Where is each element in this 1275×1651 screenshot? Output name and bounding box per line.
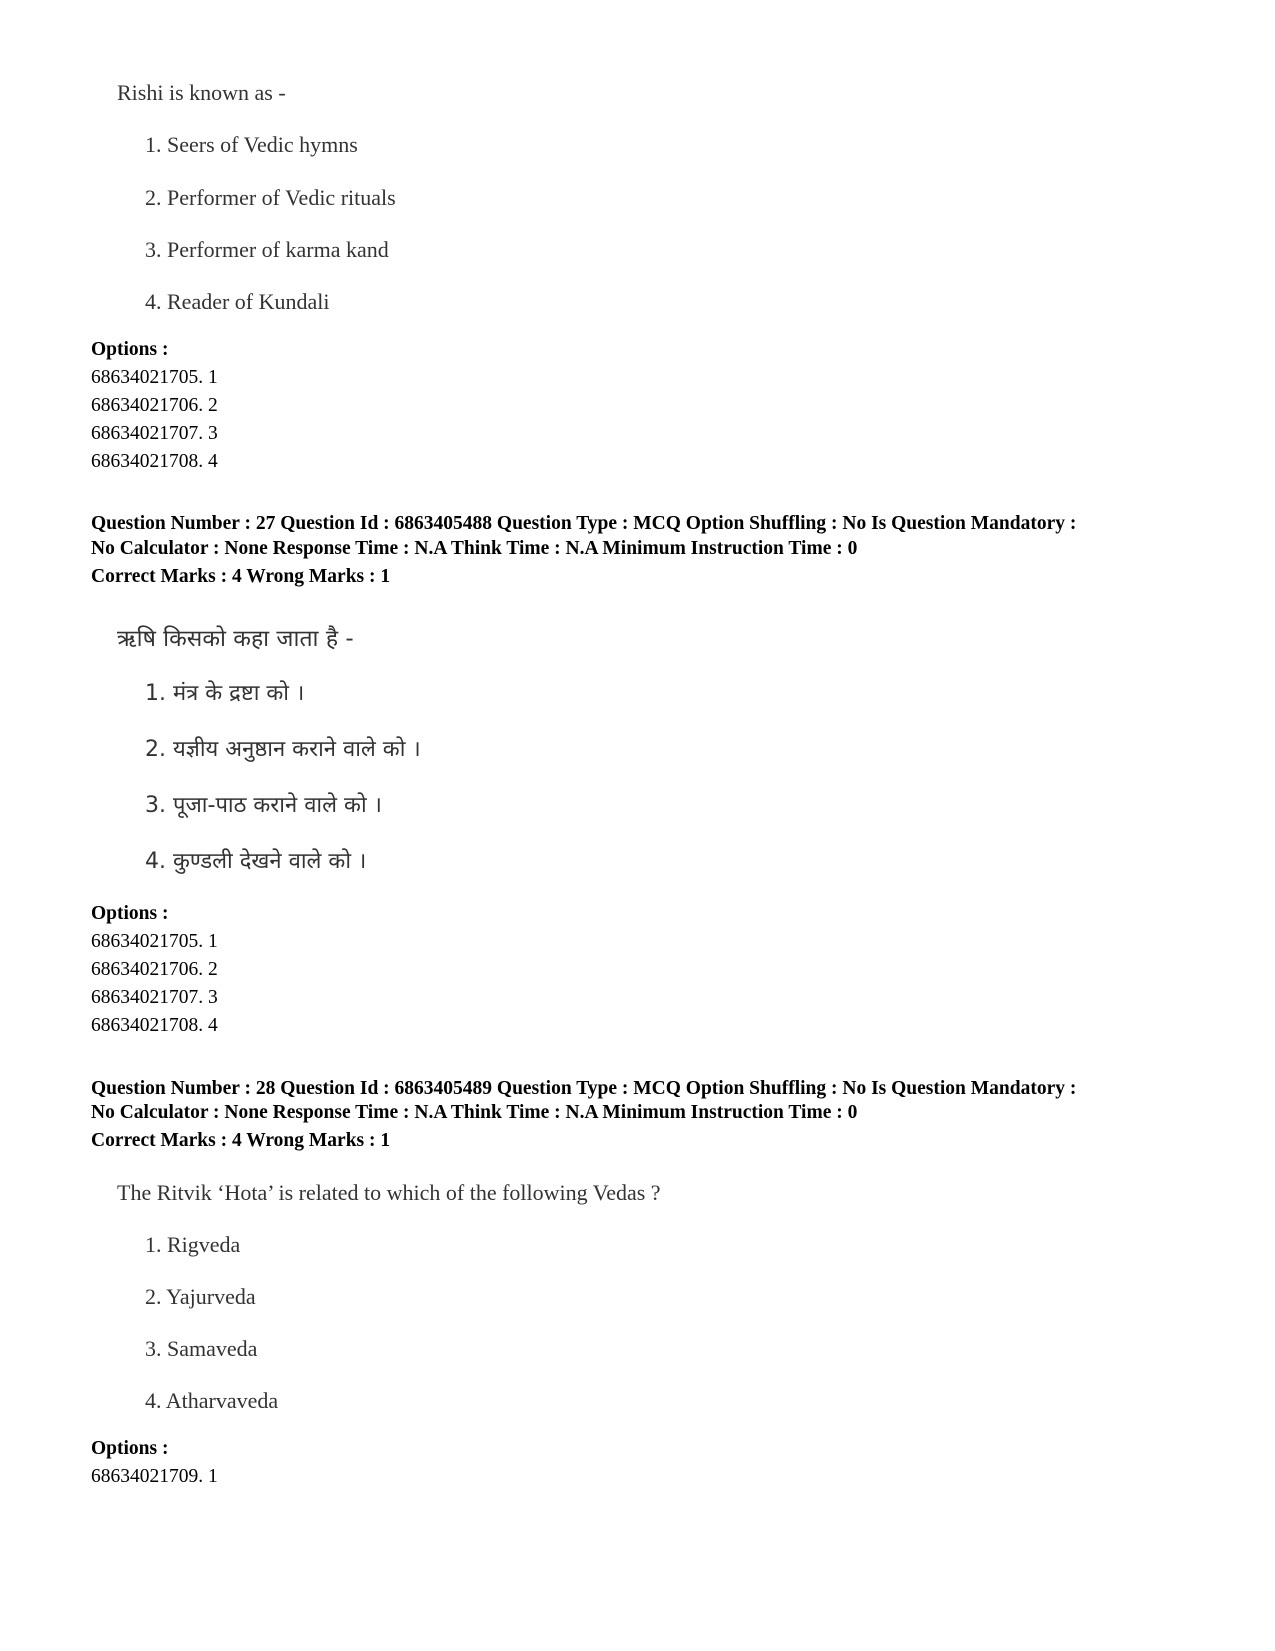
choice-item: 3. Samaveda — [145, 1336, 258, 1361]
option-line: 68634021708. 4 — [91, 1015, 218, 1036]
option-line: 68634021705. 1 — [91, 931, 218, 952]
question-header: Question Number : 27 Question Id : 6863405488 Question Type : MCQ Option Shuffling : No Is Question Mandatory : — [91, 513, 1077, 534]
option-line: 68634021707. 3 — [91, 423, 218, 444]
question-header: Question Number : 28 Question Id : 6863405489 Question Type : MCQ Option Shuffling : No Is Question Mandatory : — [91, 1078, 1077, 1099]
option-line: 68634021706. 2 — [91, 395, 218, 416]
question-header: No Calculator : None Response Time : N.A Think Time : N.A Minimum Instruction Time : 0 — [91, 1102, 858, 1123]
options-label: Options : — [91, 339, 169, 360]
option-line: 68634021707. 3 — [91, 987, 218, 1008]
question-text: The Ritvik ‘Hota’ is related to which of the following Vedas ? — [117, 1180, 661, 1205]
option-line: 68634021705. 1 — [91, 367, 218, 388]
question-marks: Correct Marks : 4 Wrong Marks : 1 — [91, 1130, 391, 1151]
choice-item: 3. Performer of karma kand — [145, 237, 389, 262]
question-marks: Correct Marks : 4 Wrong Marks : 1 — [91, 566, 391, 587]
option-line: 68634021708. 4 — [91, 451, 218, 472]
question-header: No Calculator : None Response Time : N.A Think Time : N.A Minimum Instruction Time : 0 — [91, 538, 858, 559]
choice-item: 2. Performer of Vedic rituals — [145, 185, 396, 210]
choice-item: 1. Rigveda — [145, 1232, 241, 1257]
question-text: ऋषि किसको कहा जाता है - — [117, 626, 354, 652]
choice-item: 3. पूजा-पाठ कराने वाले को । — [145, 793, 382, 818]
option-line: 68634021709. 1 — [91, 1466, 218, 1487]
question-text: Rishi is known as - — [117, 80, 286, 105]
choice-item: 4. कुण्डली देखने वाले को । — [145, 849, 367, 874]
option-line: 68634021706. 2 — [91, 959, 218, 980]
choice-item: 2. यज्ञीय अनुष्ठान कराने वाले को । — [145, 737, 421, 762]
choice-item: 1. मंत्र के द्रष्टा को । — [145, 681, 305, 706]
choice-item: 1. Seers of Vedic hymns — [145, 132, 358, 157]
options-label: Options : — [91, 903, 169, 924]
choice-item: 4. Reader of Kundali — [145, 289, 330, 314]
options-label: Options : — [91, 1438, 169, 1459]
choice-item: 4. Atharvaveda — [145, 1388, 279, 1413]
choice-item: 2. Yajurveda — [145, 1284, 256, 1309]
